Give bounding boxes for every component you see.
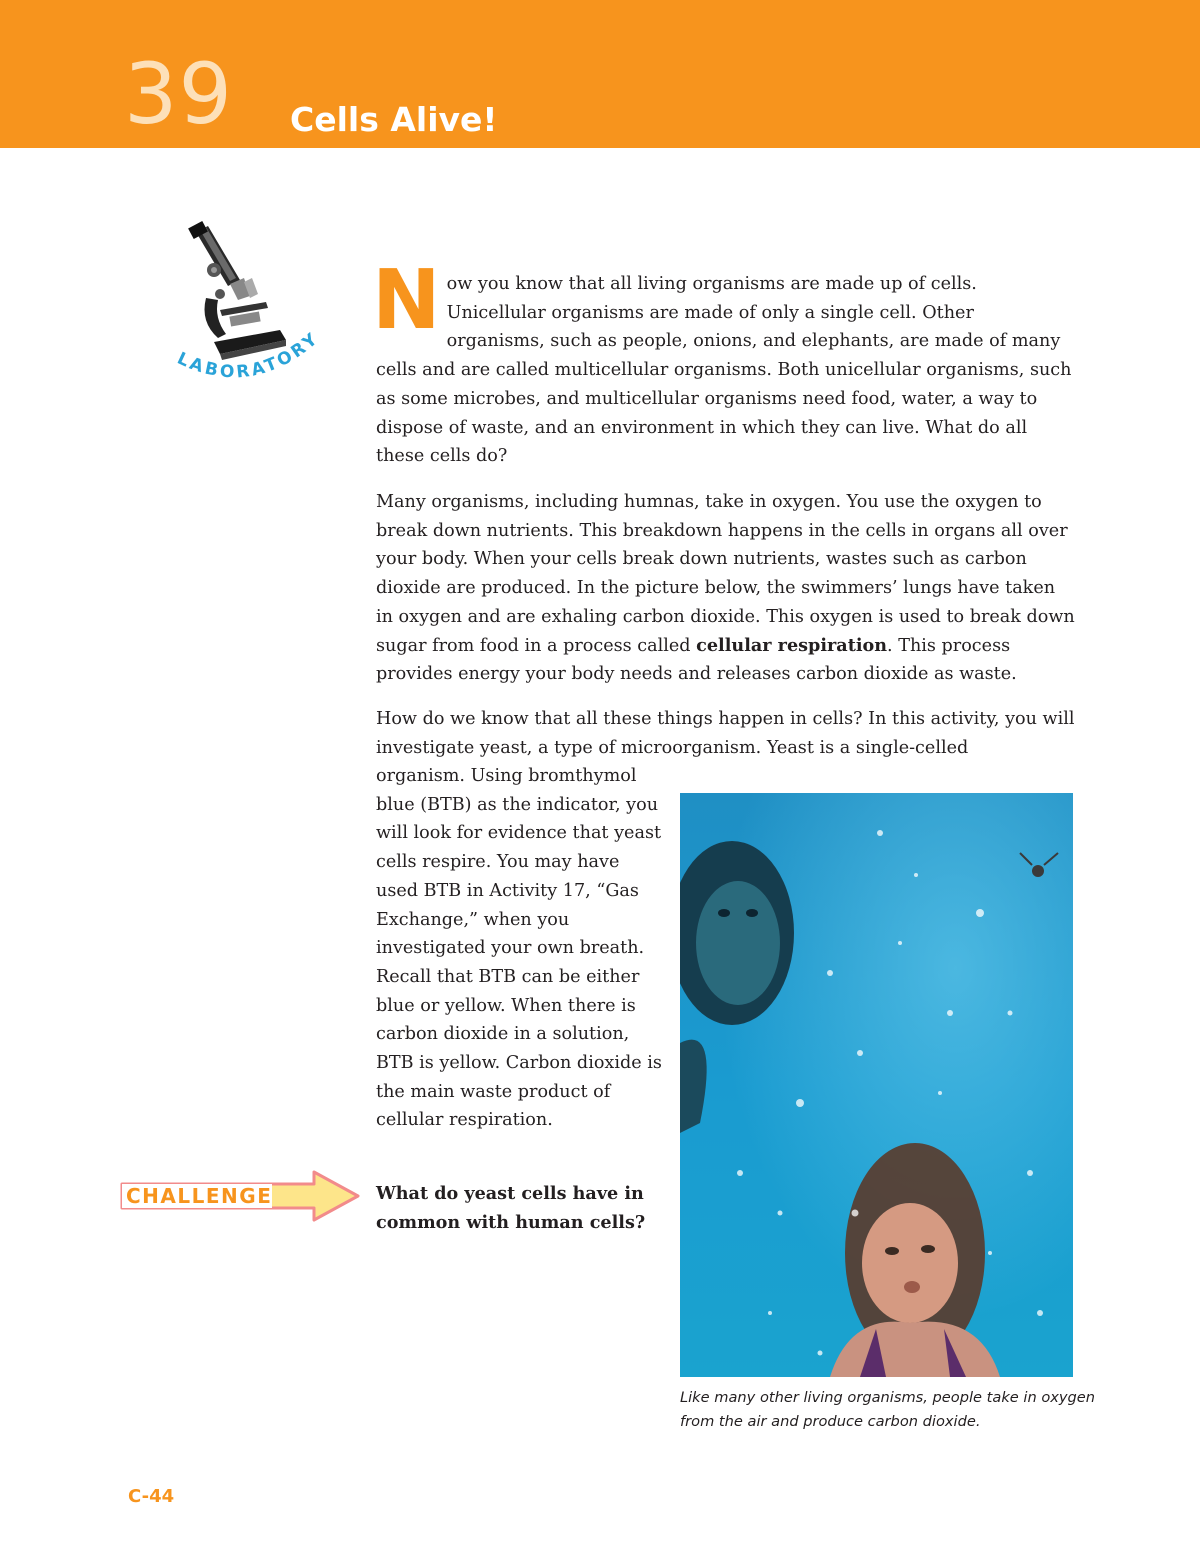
intro-paragraph-1 bbox=[372, 253, 1076, 483]
paragraph-3-text-b: organism. Using bromthymol blue (BTB) as the indicator, you will look for evidence that yeast cells respire. You may have used BTB in Activity 17, “Gas Exchange,” when you investigated your own breath. Recall that BTB can be either blue or yellow. When there is carbon dioxide in a solution, BTB is yellow. Carbon dioxide is the main waste product of cellular respiration. bbox=[376, 766, 662, 1131]
paragraph-3-text-a: How do we know that all these things happen in cells? In this activity, you will investigate yeast, a type of microorganism. Yeast is a single-celled bbox=[376, 709, 1075, 758]
intro-paragraph-3b bbox=[376, 762, 666, 1135]
swimmers-photo bbox=[680, 793, 1073, 1377]
paragraph-2-text-b: . This process provides energy your body needs and releases carbon dioxide as waste. bbox=[376, 635, 1017, 685]
intro-paragraph-2 bbox=[376, 488, 1076, 701]
page-number: C-44 bbox=[128, 1486, 175, 1507]
paragraph-1-text: ow you know that all living organisms are made up of cells. Unicellular organisms are made of only a single cell. Other organisms, such as people, onions, and elephants, are made of many cells and are called multicellular organisms. Both unicellular organisms, such as some microbes, and multicellular organisms need food, water, a way to dispose of waste, and an environment in which they can live. What do all these cells do? bbox=[376, 274, 1072, 467]
activity-number: 39 bbox=[124, 45, 233, 143]
cellular-respiration-term: cellular respiration bbox=[696, 634, 888, 656]
challenge-label: CHALLENGE bbox=[126, 1184, 273, 1208]
laboratory-label: LABORATORY bbox=[174, 328, 324, 383]
paragraph-2-text-a: Many organisms, including humnas, take in oxygen. You use the oxygen to break down nutrients. This breakdown happens in the cells in organs all over your body. When your cells break down nutrients, wastes such as carbon dioxide are produced. In the picture below, the swimmers’ lungs have taken in oxygen and are exhaling carbon dioxide. This oxygen is used to break down sugar from food in a process called bbox=[376, 492, 1075, 656]
photo-caption: Like many other living organisms, people take in oxygen from the air and produce carbon dioxide. bbox=[680, 1389, 1096, 1430]
microscope-icon bbox=[188, 221, 286, 360]
challenge-question: What do yeast cells have in common with human cells? bbox=[376, 1183, 646, 1233]
laboratory-badge bbox=[148, 214, 348, 434]
drop-cap: N bbox=[372, 253, 441, 348]
activity-title: Cells Alive! bbox=[290, 100, 498, 139]
